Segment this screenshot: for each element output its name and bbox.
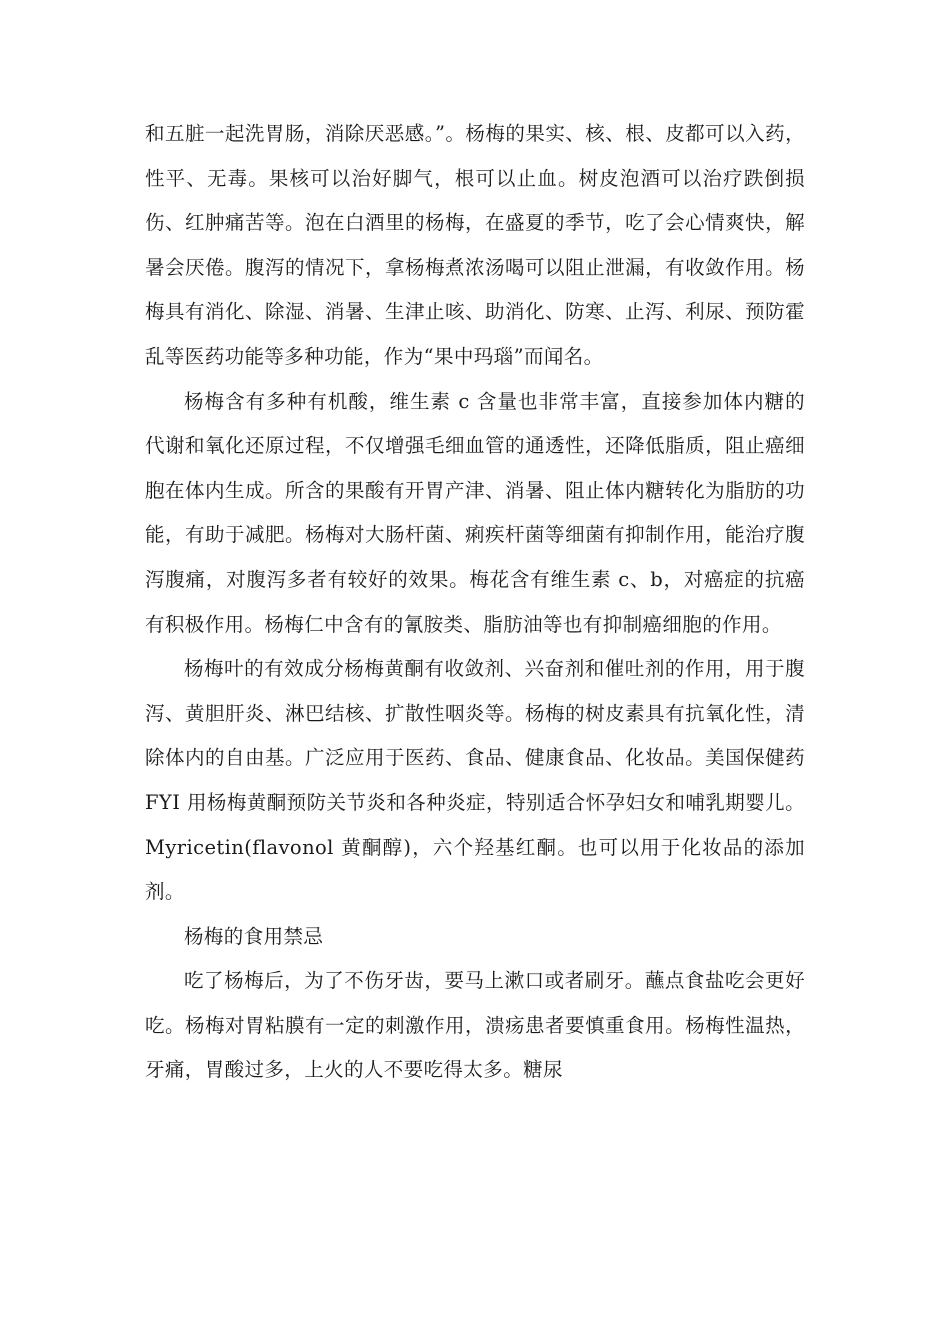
document-page [145,112,805,1093]
paragraph-leaf-extract: 杨梅叶的有效成分杨梅黄酮有收敛剂、兴奋剂和催吐剂的作用，用于腹泻、黄胆肝炎、淋巴结核、扩散性咽炎等。杨梅的树皮素具有抗氧化性，清除体内的自由基。广泛应用于医药、食品、健康食品、化妆品。美国保健药 FYI 用杨梅黄酮预防关节炎和各种炎症，特别适合怀孕妇女和哺乳期婴儿。Myricetin(flavonol 黄酮醇)，六个羟基红酮。也可以用于化妆品的添加剂。 [145,657,805,904]
section-heading: 杨梅的食用禁忌 [184,924,324,948]
paragraph-precautions: 吃了杨梅后，为了不伤牙齿，要马上漱口或者刷牙。蘸点食盐吃会更好吃。杨梅对胃粘膜有一定的刺激作用，溃疡患者要慎重食用。杨梅性温热，牙痛，胃酸过多，上火的人不要吃得太多。糖尿 [145,969,805,1082]
paragraph-nutrition: 杨梅含有多种有机酸，维生素 c 含量也非常丰富，直接参加体内糖的代谢和氧化还原过程，不仅增强毛细血管的通透性，还降低脂质，阻止癌细胞在体内生成。所含的果酸有开胃产津、消暑、阻止体内糖转化为脂肪的功能，有助于减肥。杨梅对大肠杆菌、痢疾杆菌等细菌有抑制作用，能治疗腹泻腹痛，对腹泻多者有较好的效果。梅花含有维生素 c、b，对癌症的抗癌有积极作用。杨梅仁中含有的氰胺类、脂肪油等也有抑制癌细胞的作用。 [145,389,805,636]
paragraph-continued: 和五脏一起洗胃肠，消除厌恶感。”。杨梅的果实、核、根、皮都可以入药，性平、无毒。果核可以治好脚气，根可以止血。树皮泡酒可以治疗跌倒损伤、红肿痛苦等。泡在白酒里的杨梅，在盛夏的季节，吃了会心情爽快，解暑会厌倦。腹泻的情况下，拿杨梅煮浓汤喝可以阻止泄漏，有收敛作用。杨梅具有消化、除湿、消暑、生津止咳、助消化、防寒、止泻、利尿、预防霍乱等医药功能等多种功能，作为“果中玛瑙”而闻名。 [145,122,805,368]
